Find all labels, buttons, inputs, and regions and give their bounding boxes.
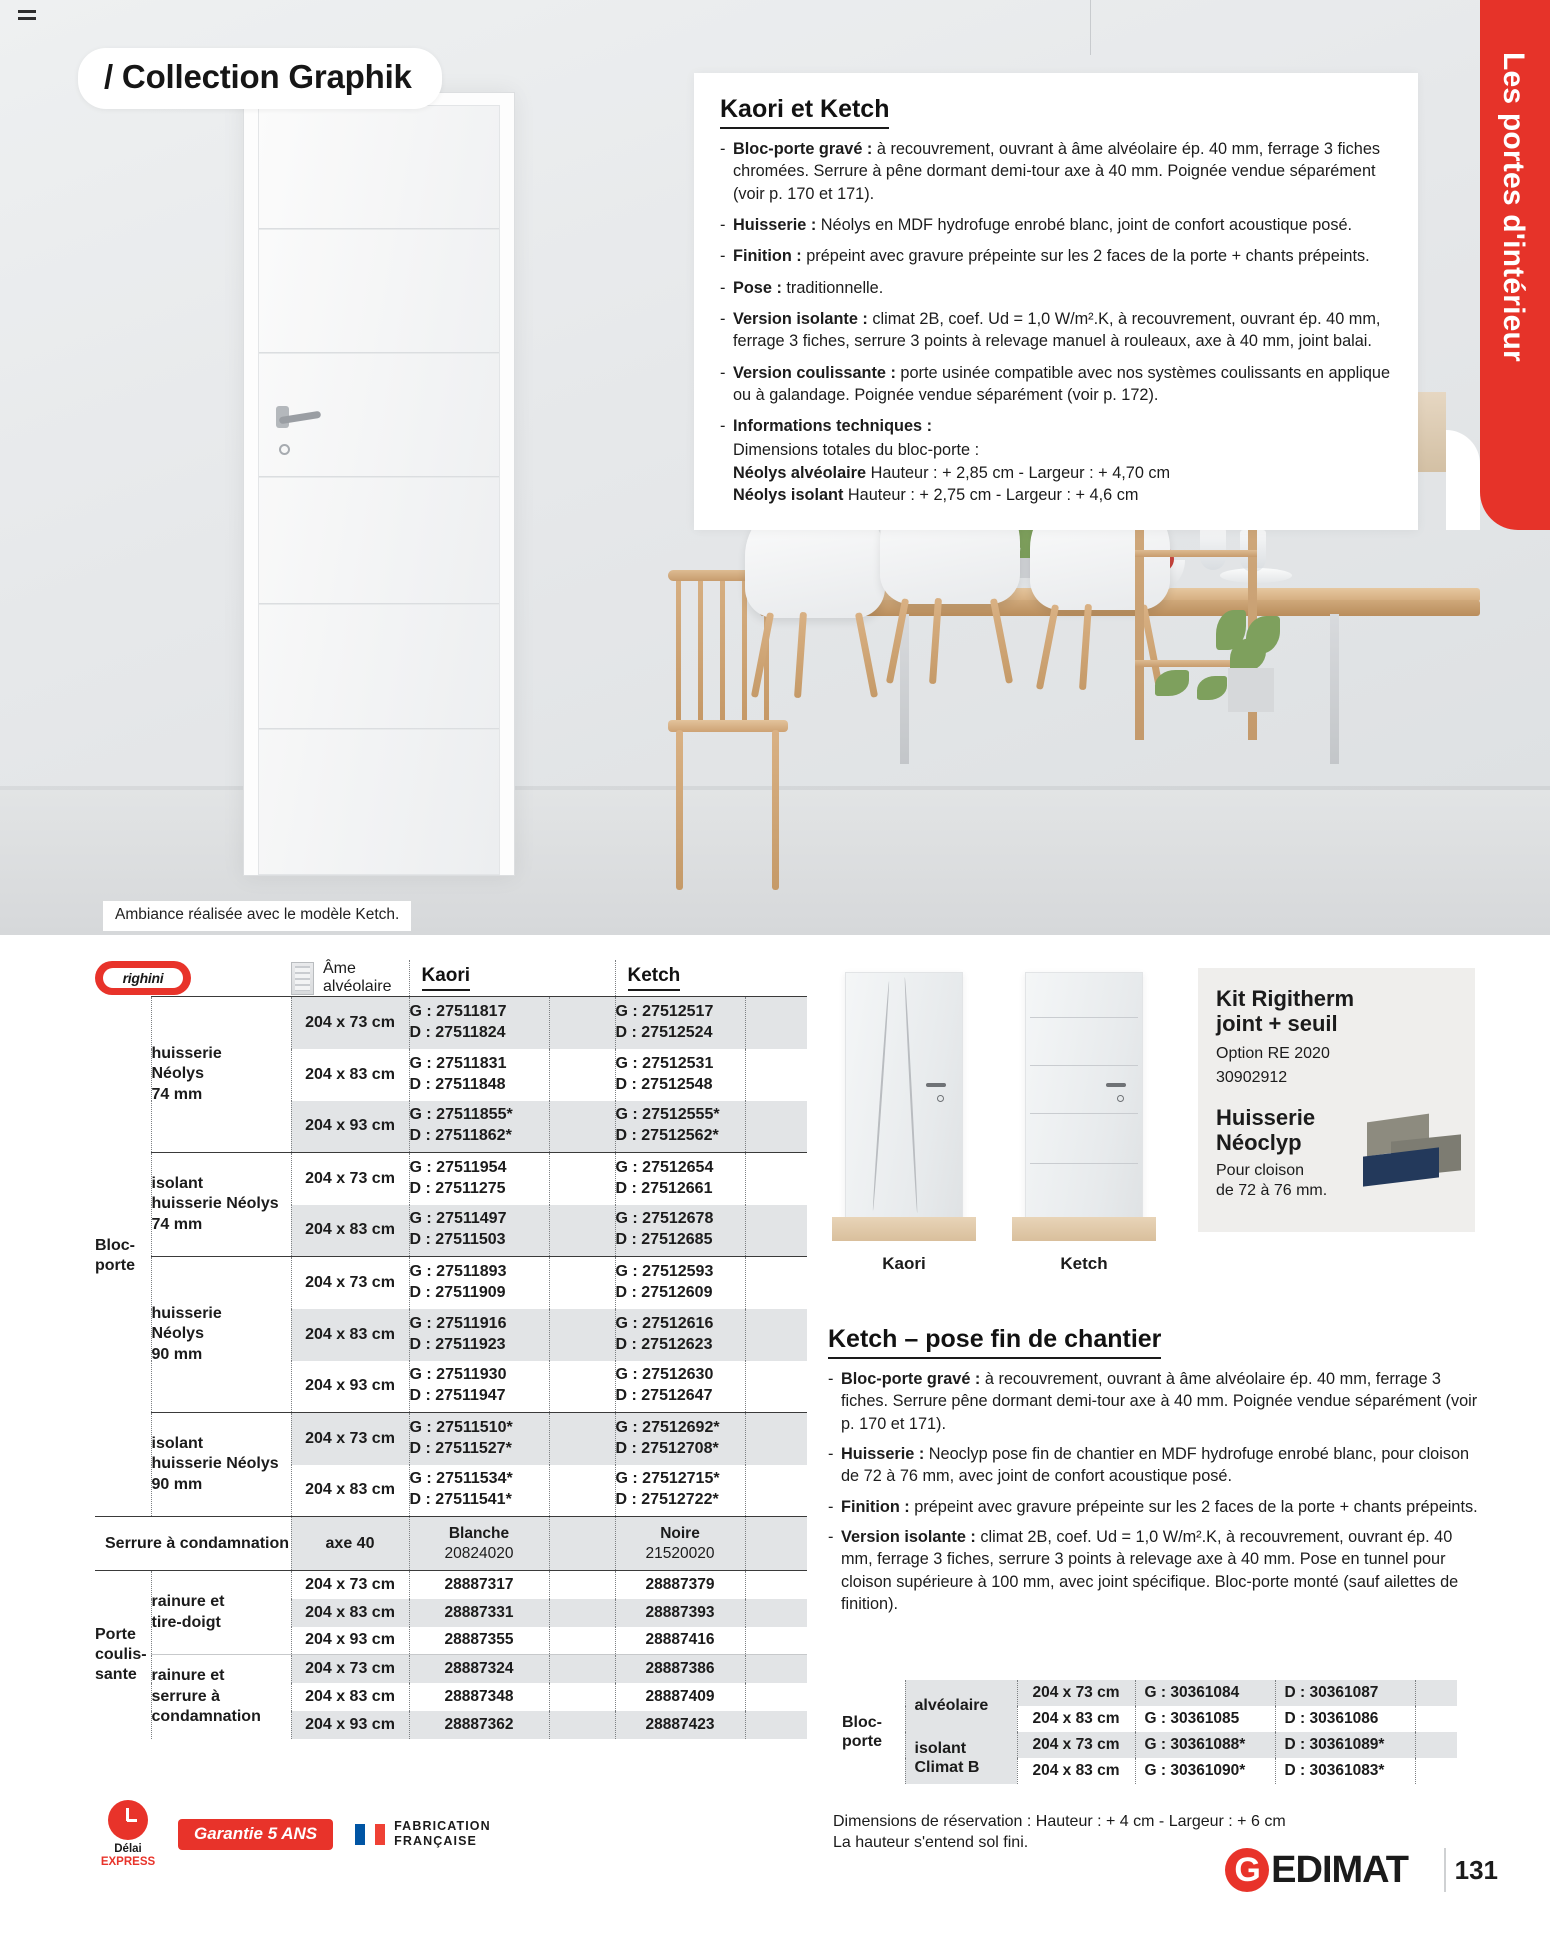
bullet-label: Version coulissante :	[733, 363, 896, 382]
ref-right: D : 30361089*	[1275, 1732, 1415, 1758]
clock-icon	[108, 1800, 148, 1840]
delai-label-2: EXPRESS	[100, 1855, 156, 1868]
fab-text	[394, 1819, 491, 1850]
ref-left: G : 30361088*	[1135, 1732, 1275, 1758]
ketch-door-image	[1025, 972, 1143, 1220]
ref-ketch	[615, 1361, 745, 1413]
info-bullet	[720, 415, 1392, 437]
dimension-cell: 204 x 73 cm	[1017, 1732, 1135, 1758]
ref-kaori-d: D : 27511527*	[409, 1439, 512, 1457]
bullet-text: Neoclyp pose fin de chantier en MDF hydrofuge enrobé blanc, pour cloison de 72 à 76 mm, avec joint de confort acoustique posé.	[841, 1444, 1470, 1486]
gedimat-logo	[1225, 1848, 1408, 1892]
kit-text-line2: de 72 à 76 mm.	[1216, 1182, 1328, 1200]
thumbnail-ketch	[1025, 972, 1143, 1274]
table-row	[95, 1153, 807, 1205]
ref-ketch	[615, 1413, 745, 1465]
dimension-cell: 204 x 93 cm	[291, 1711, 409, 1739]
ref-ketch-d: D : 27512722*	[615, 1491, 719, 1509]
righini-logo	[95, 961, 191, 995]
ketch-bullet	[828, 1443, 1488, 1488]
ref-kaori	[409, 1205, 549, 1257]
thumbnail-label: Ketch	[1060, 1254, 1108, 1273]
group-label-coulissante: rainure et tire-doigt	[151, 1571, 291, 1655]
righini-logo-text: righini	[103, 968, 183, 988]
spacer-ketch	[745, 1517, 807, 1571]
ref-right: D : 30361083*	[1275, 1758, 1415, 1784]
spacer-ketch	[745, 1413, 807, 1465]
dimension-cell: 204 x 83 cm	[1017, 1758, 1135, 1784]
spacer-kaori	[549, 1683, 615, 1711]
ref-ketch-d: D : 27512562*	[615, 1127, 719, 1145]
ref-ketch-d: D : 27512609	[615, 1283, 713, 1301]
dimension-cell: 204 x 73 cm	[291, 997, 409, 1049]
serrure-blanche	[409, 1517, 549, 1571]
thumbnail-kaori	[845, 972, 963, 1274]
spacer-kaori	[549, 1571, 615, 1599]
ref-ketch-d: D : 27512685	[615, 1231, 713, 1249]
ref-ketch: 28887393	[615, 1599, 745, 1627]
bullet-dash: -	[720, 309, 726, 328]
bullet-text: à recouvrement, ouvrant à âme alvéolaire ép. 40 mm, ferrage 3 fiches. Serrure pêne dormant demi-tour axe à 40 mm. Poignée vendue séparément (voir p. 170 et 171).	[841, 1370, 1478, 1433]
tech-line-rest: Hauteur : + 2,75 cm - Largeur : + 4,6 cm	[847, 486, 1139, 505]
ref-kaori-g: G : 27511817	[409, 1002, 507, 1020]
dimension-cell: 204 x 73 cm	[291, 1571, 409, 1599]
info-bullet	[720, 277, 1392, 299]
kaori-header-label: Kaori	[422, 965, 471, 991]
table-row	[95, 1571, 807, 1599]
french-flag-icon	[355, 1824, 385, 1845]
note-line-1: Dimensions de réservation : Hauteur : + 4 cm - Largeur : + 6 cm	[833, 1813, 1286, 1830]
spacer-ketch	[745, 1599, 807, 1627]
ref-kaori	[409, 1049, 549, 1101]
spacer-ketch	[745, 1655, 807, 1683]
kit-title-line1: Kit Rigitherm	[1216, 986, 1355, 1011]
ref-ketch	[615, 1205, 745, 1257]
ref-kaori-d: D : 27511947	[409, 1387, 506, 1405]
spacer-ketch	[745, 1257, 807, 1309]
table-row	[833, 1680, 1457, 1706]
ref-kaori-g: G : 27511534*	[409, 1470, 513, 1488]
tech-line-rest: Hauteur : + 2,85 cm - Largeur : + 4,70 cm	[870, 463, 1171, 482]
ref-ketch-d: D : 27512708*	[615, 1439, 719, 1457]
ref-ketch-d: D : 27512623	[615, 1335, 713, 1353]
info-bullet	[720, 245, 1392, 267]
spacer-ketch	[745, 1711, 807, 1739]
bullet-label: Huisserie :	[733, 215, 817, 234]
bullet-dash: -	[720, 215, 726, 234]
bullet-dash: -	[720, 278, 726, 297]
bullet-label: Bloc-porte gravé :	[733, 140, 873, 158]
honeycomb-icon	[291, 962, 314, 995]
dimension-cell: 204 x 83 cm	[291, 1599, 409, 1627]
ref-ketch-g: G : 27512630	[615, 1366, 714, 1384]
bullet-label: Finition :	[841, 1497, 910, 1516]
column-header-kaori	[409, 960, 615, 997]
spacer-kaori	[549, 1465, 615, 1517]
kit-text-line1: Pour cloison	[1216, 1162, 1305, 1180]
bullet-label: Informations techniques :	[733, 417, 933, 436]
ref-kaori-d: D : 27511541*	[409, 1491, 512, 1509]
badge-garantie: Garantie 5 ANS	[178, 1819, 333, 1850]
bullet-dash: -	[720, 363, 726, 382]
dimension-cell: 204 x 83 cm	[291, 1205, 409, 1257]
ref-kaori: 28887324	[409, 1655, 549, 1683]
bullet-label: Pose :	[733, 278, 782, 297]
dimension-cell: 204 x 83 cm	[291, 1465, 409, 1517]
dimension-cell: 204 x 73 cm	[291, 1153, 409, 1205]
bullet-text: porte usinée compatible avec nos systèmes coulissants en applique ou à galandage. Poignée vendue séparément (voir p. 172).	[733, 363, 1391, 404]
bullet-label: Huisserie :	[841, 1444, 925, 1463]
side-label-coulissante: Porte coulis- sante	[95, 1571, 151, 1739]
bullet-text: climat 2B, coef. Ud = 1,0 W/m².K, à recouvrement, ouvrant ép. 40 mm, ferrage 3 fiches, serrure 3 points à relevage axe à 40 mm. Pose en tunnel pour cloison supérieure à 100 mm, avec joint spécifique. Bloc-porte monté (sauf ailettes de finition).	[841, 1527, 1459, 1613]
ref-kaori-d: D : 27511848	[409, 1075, 506, 1093]
ref-ketch-d: D : 27512548	[615, 1075, 713, 1093]
ref-kaori-g: G : 27511916	[409, 1314, 507, 1332]
info-bullet	[720, 138, 1392, 205]
bullet-dash: -	[828, 1444, 834, 1463]
ketch-lower-table	[833, 1680, 1457, 1784]
ref-ketch-d: D : 27512647	[615, 1387, 713, 1405]
ketch-lower-table-wrapper	[833, 1680, 1457, 1784]
ref-ketch	[615, 1101, 745, 1153]
ref-right: D : 30361087	[1275, 1680, 1415, 1706]
dimension-cell: 204 x 73 cm	[1017, 1680, 1135, 1706]
photo-door-frame	[243, 92, 515, 876]
ref-kaori-g: G : 27511893	[409, 1262, 507, 1280]
spacer-ketch	[745, 1205, 807, 1257]
bullet-text: prépeint avec gravure prépeinte sur les 2 faces de la porte + chants prépeints.	[806, 247, 1370, 266]
bullet-dash: -	[720, 140, 726, 158]
ref-kaori-d: D : 27511275	[409, 1179, 506, 1197]
ref-ketch	[615, 997, 745, 1049]
ref-ketch-g: G : 27512678	[615, 1210, 714, 1228]
floor-plant	[1212, 610, 1292, 720]
table-row	[95, 1413, 807, 1465]
spacer-ketch	[745, 1361, 807, 1413]
serrure-blanche-code: 20824020	[444, 1544, 514, 1562]
kit-option: Option RE 2020	[1216, 1044, 1330, 1062]
group-label: huisserie Néolys 90 mm	[151, 1257, 291, 1413]
ref-kaori-g: G : 27511497	[409, 1210, 507, 1228]
ref-kaori-d: D : 27511909	[409, 1283, 506, 1301]
ref-kaori-g: G : 27511855*	[409, 1106, 513, 1124]
serrure-axe: axe 40	[291, 1517, 409, 1571]
ref-kaori-g: G : 27511510*	[409, 1418, 513, 1436]
ref-kaori-d: D : 27511503	[409, 1231, 506, 1249]
serrure-noire	[615, 1517, 745, 1571]
door-handle-icon	[926, 1083, 946, 1087]
info-bullet	[720, 362, 1392, 407]
serrure-label: Serrure à condamnation	[95, 1517, 291, 1571]
ref-ketch-g: G : 27512692*	[615, 1418, 720, 1436]
ref-left: G : 30361090*	[1135, 1758, 1275, 1784]
tech-line	[733, 462, 1392, 484]
ref-ketch: 28887386	[615, 1655, 745, 1683]
spacer-ketch	[745, 997, 807, 1049]
tech-line	[733, 484, 1392, 506]
photo-caption: Ambiance réalisée avec le modèle Ketch.	[103, 901, 411, 931]
table-row	[95, 1655, 807, 1683]
serrure-blanche-label: Blanche	[448, 1525, 510, 1543]
page-number: 131	[1454, 1855, 1498, 1885]
footer-badges	[100, 1800, 491, 1868]
spacer-kaori	[549, 1153, 615, 1205]
spacer-cell	[1415, 1706, 1457, 1732]
spacer-kaori	[549, 1309, 615, 1361]
spacer-ketch	[745, 1683, 807, 1711]
ref-ketch-g: G : 27512531	[615, 1054, 714, 1072]
tech-line: Dimensions totales du bloc-porte :	[733, 441, 980, 460]
ketch-bullet	[828, 1368, 1488, 1435]
dimension-cell: 204 x 73 cm	[291, 1413, 409, 1465]
group-label: isolant huisserie Néolys 90 mm	[151, 1413, 291, 1517]
table-header-row	[95, 960, 807, 997]
door-keyhole-icon	[1117, 1095, 1124, 1102]
section-tab	[1480, 0, 1550, 530]
spacer-cell	[1415, 1732, 1457, 1758]
dimension-cell: 204 x 83 cm	[291, 1049, 409, 1101]
kit-rigitherm-box	[1198, 968, 1475, 1232]
spacer-ketch	[745, 1153, 807, 1205]
door-keyhole	[279, 444, 290, 455]
dimension-cell: 204 x 93 cm	[291, 1361, 409, 1413]
spacer-ketch	[745, 1465, 807, 1517]
spacer-ketch	[745, 1309, 807, 1361]
spacer-kaori	[549, 1049, 615, 1101]
ref-ketch: 28887423	[615, 1711, 745, 1739]
bullet-label: Finition :	[733, 247, 802, 266]
spacer-ketch	[745, 1571, 807, 1599]
dimension-cell: 204 x 83 cm	[291, 1309, 409, 1361]
spacer-kaori	[549, 1257, 615, 1309]
ref-ketch: 28887379	[615, 1571, 745, 1599]
bullet-text: Néolys en MDF hydrofuge enrobé blanc, joint de confort acoustique posé.	[820, 215, 1353, 234]
main-product-table-wrapper	[95, 960, 815, 1739]
bullet-text: traditionnelle.	[786, 278, 884, 297]
reservation-note	[833, 1812, 1286, 1854]
table-row	[95, 997, 807, 1049]
bullet-label: Version isolante :	[841, 1527, 976, 1546]
ref-kaori	[409, 1153, 549, 1205]
group-label-coulissante: rainure et serrure à condamnation	[151, 1655, 291, 1739]
info-box-title: Kaori et Ketch	[720, 95, 889, 129]
ref-kaori: 28887317	[409, 1571, 549, 1599]
badge-fabrication-francaise	[355, 1819, 491, 1850]
ketch-block-title: Ketch – pose fin de chantier	[828, 1325, 1161, 1359]
dimension-cell: 204 x 73 cm	[291, 1257, 409, 1309]
footer-divider	[1444, 1848, 1446, 1892]
ref-ketch-g: G : 27512654	[615, 1158, 714, 1176]
group-label-alveolaire: alvéolaire	[905, 1680, 1017, 1732]
ref-ketch-g: G : 27512616	[615, 1314, 714, 1332]
ref-ketch	[615, 1309, 745, 1361]
spacer-kaori	[549, 1711, 615, 1739]
core-type-label: Âme alvéolaire	[323, 960, 392, 995]
bullet-label: Version isolante :	[733, 309, 868, 328]
ref-ketch: 28887409	[615, 1683, 745, 1711]
column-header-ketch	[615, 960, 807, 997]
kit-title	[1198, 968, 1475, 1037]
kaori-door-image	[845, 972, 963, 1220]
dimension-cell: 204 x 83 cm	[1017, 1706, 1135, 1732]
bullet-dash: -	[828, 1370, 834, 1388]
table-row	[95, 1257, 807, 1309]
info-bullet	[720, 308, 1392, 353]
fab-line-1: FABRICATION	[394, 1818, 491, 1833]
ketch-bullet	[828, 1526, 1488, 1615]
spacer-ketch	[745, 1049, 807, 1101]
bullet-dash: -	[828, 1527, 834, 1546]
ketch-fin-de-chantier-block	[828, 1325, 1488, 1623]
serrure-noire-code: 21520020	[645, 1544, 715, 1562]
core-type-cell	[291, 960, 409, 997]
ref-left: G : 30361085	[1135, 1706, 1275, 1732]
dimension-cell: 204 x 83 cm	[291, 1683, 409, 1711]
ref-ketch	[615, 1049, 745, 1101]
spacer-cell	[1415, 1680, 1457, 1706]
ketch-bullet	[828, 1496, 1488, 1518]
spacer-kaori	[549, 997, 615, 1049]
floor-strip	[1012, 1217, 1156, 1241]
brand-cell	[95, 960, 291, 997]
main-product-table	[95, 960, 807, 1739]
dimension-cell: 204 x 73 cm	[291, 1655, 409, 1683]
ref-kaori	[409, 1413, 549, 1465]
bullet-dash: -	[720, 417, 726, 436]
info-bullet	[720, 214, 1392, 236]
section-tab-label: Les portes d'intérieur	[1497, 52, 1530, 362]
ref-ketch-d: D : 27512524	[615, 1023, 713, 1041]
ref-ketch	[615, 1257, 745, 1309]
side-label-blocporte: Bloc- porte	[842, 1713, 882, 1750]
kit-product-image	[1361, 1112, 1469, 1188]
page-title: / Collection Graphik	[78, 48, 442, 109]
bullet-text: à recouvrement, ouvrant à âme alvéolaire ép. 40 mm, ferrage 3 fiches chromées. Serrure à pêne dormant demi-tour axe à 40 mm. Poignée vendue séparément (voir p. 170 et 171).	[733, 140, 1381, 203]
spacer-ketch	[745, 1627, 807, 1655]
thumbnail-label: Kaori	[882, 1254, 926, 1273]
ref-ketch-g: G : 27512555*	[615, 1106, 720, 1124]
spacer-kaori	[549, 1101, 615, 1153]
group-label: huisserie Néolys 74 mm	[151, 997, 291, 1153]
door-keyhole-icon	[937, 1095, 944, 1102]
ketch-header-label: Ketch	[628, 965, 681, 991]
dimension-cell: 204 x 93 cm	[291, 1101, 409, 1153]
side-label-blocporte: Bloc- porte	[95, 1237, 135, 1275]
spacer-kaori	[549, 1205, 615, 1257]
spacer-ketch	[745, 1101, 807, 1153]
bullet-dash: -	[720, 247, 726, 266]
bullet-text: climat 2B, coef. Ud = 1,0 W/m².K, à recouvrement, ouvrant ép. 40 mm, ferrage 3 fiches, serrure 3 points à relevage manuel à rouleaux, axe à 40 mm, joint balai.	[733, 309, 1381, 351]
dimension-cell: 204 x 93 cm	[291, 1627, 409, 1655]
ref-kaori-g: G : 27511954	[409, 1158, 507, 1176]
ref-kaori	[409, 1101, 549, 1153]
ref-ketch: 28887416	[615, 1627, 745, 1655]
ref-ketch	[615, 1465, 745, 1517]
ceiling-wire	[1090, 0, 1091, 55]
spacer-kaori	[549, 1361, 615, 1413]
photo-door-leaf	[258, 105, 500, 875]
print-registration-mark	[18, 10, 36, 26]
group-label-isolant: isolant Climat B	[905, 1732, 1017, 1784]
kit-code: 30902912	[1216, 1068, 1288, 1086]
ref-kaori: 28887348	[409, 1683, 549, 1711]
ref-kaori: 28887362	[409, 1711, 549, 1739]
floor-strip	[832, 1217, 976, 1241]
spacer-cell	[1415, 1758, 1457, 1784]
fab-line-2: FRANÇAISE	[394, 1834, 477, 1849]
spacer-kaori	[549, 1413, 615, 1465]
ref-kaori	[409, 1257, 549, 1309]
table-row	[833, 1732, 1457, 1758]
ref-kaori-d: D : 27511862*	[409, 1127, 512, 1145]
kaori-ketch-info-box	[694, 73, 1418, 530]
gedimat-logo-text: EDIMAT	[1271, 1848, 1408, 1891]
serrure-noire-label: Noire	[660, 1525, 700, 1543]
badge-delai-express	[100, 1800, 156, 1868]
ref-kaori-g: G : 27511831	[409, 1054, 507, 1072]
door-handle-icon	[1106, 1083, 1126, 1087]
ref-ketch-d: D : 27512661	[615, 1179, 713, 1197]
ref-kaori-g: G : 27511930	[409, 1366, 507, 1384]
spacer-kaori	[549, 1517, 615, 1571]
group-label: isolant huisserie Néolys 74 mm	[151, 1153, 291, 1257]
tech-line-prefix: Néolys alvéolaire	[733, 463, 867, 482]
ref-kaori	[409, 1465, 549, 1517]
bullet-text: prépeint avec gravure prépeinte sur les 2 faces de la porte + chants prépeints.	[914, 1497, 1478, 1516]
ref-ketch-g: G : 27512517	[615, 1002, 714, 1020]
delai-label-1: Délai	[114, 1843, 142, 1855]
ref-ketch-g: G : 27512593	[615, 1262, 714, 1280]
ref-kaori	[409, 1309, 549, 1361]
ref-kaori	[409, 997, 549, 1049]
spacer-kaori	[549, 1599, 615, 1627]
kit-title-line2: joint + seuil	[1216, 1011, 1338, 1037]
note-line-2: La hauteur s'entend sol fini.	[833, 1833, 1029, 1851]
spacer-kaori	[549, 1627, 615, 1655]
ref-kaori-d: D : 27511923	[409, 1335, 506, 1353]
gedimat-logo-initial: G	[1225, 1848, 1269, 1892]
spacer-kaori	[549, 1655, 615, 1683]
ref-kaori: 28887331	[409, 1599, 549, 1627]
ref-right: D : 30361086	[1275, 1706, 1415, 1732]
ref-kaori	[409, 1361, 549, 1413]
serrure-row	[95, 1517, 807, 1571]
ref-kaori-d: D : 27511824	[409, 1023, 506, 1041]
ref-kaori: 28887355	[409, 1627, 549, 1655]
bullet-dash: -	[828, 1497, 834, 1516]
kit-title2-line1: Huisserie	[1216, 1104, 1316, 1130]
kit-title2-line2: Néoclyp	[1216, 1129, 1302, 1155]
ref-ketch	[615, 1153, 745, 1205]
tech-line-prefix: Néolys isolant	[733, 486, 844, 505]
bullet-label: Bloc-porte gravé :	[841, 1370, 981, 1388]
ref-left: G : 30361084	[1135, 1680, 1275, 1706]
ref-ketch-g: G : 27512715*	[615, 1470, 720, 1488]
